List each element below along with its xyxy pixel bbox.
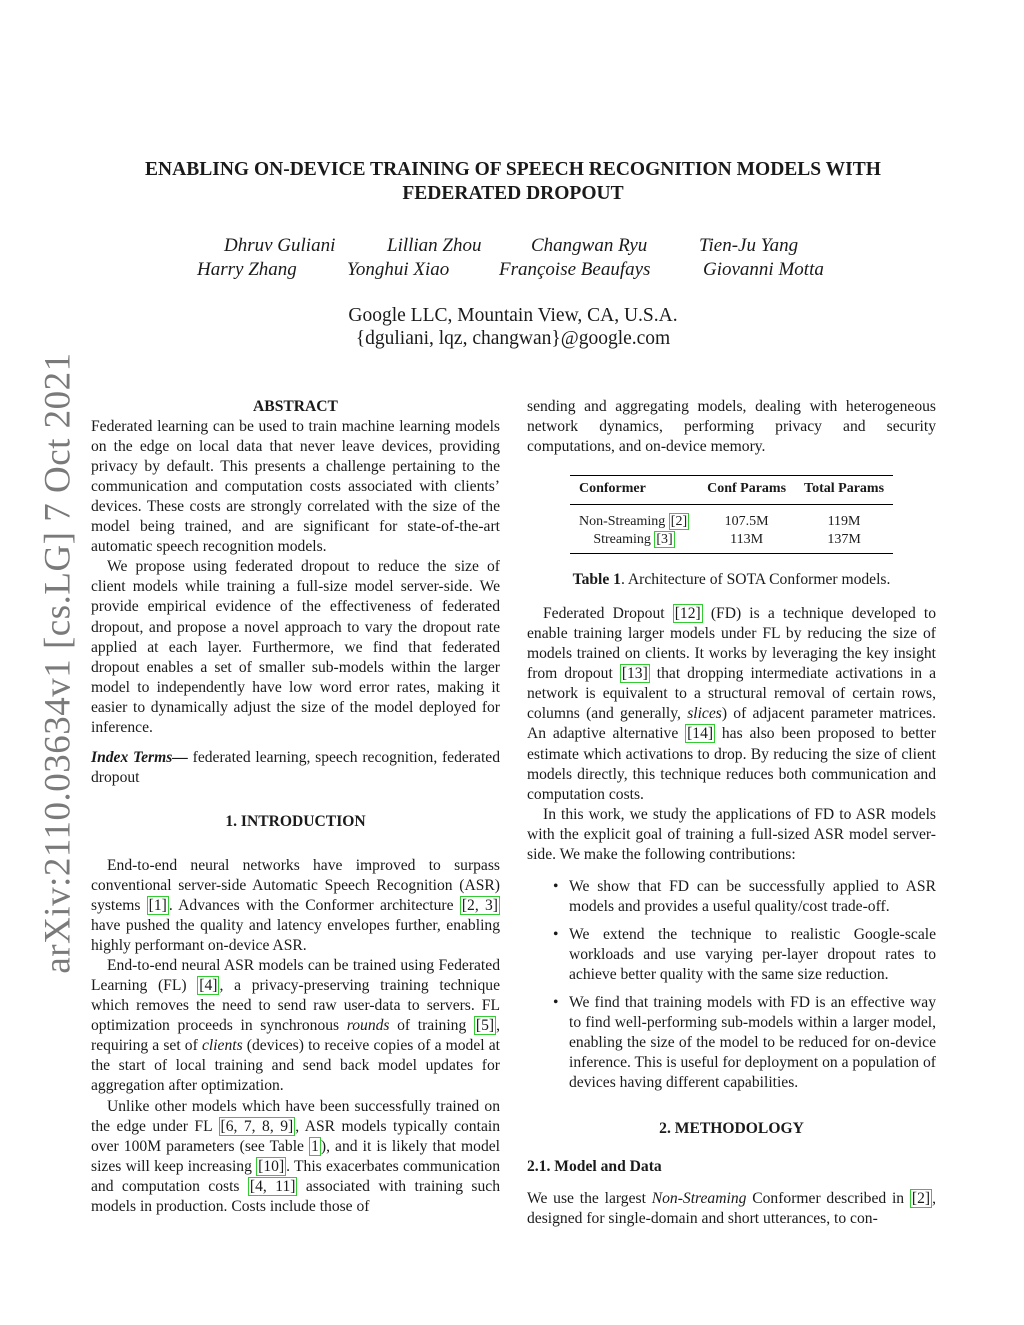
table-header: Conformer — [570, 476, 698, 505]
citation-link[interactable]: [1] — [148, 897, 167, 915]
arxiv-identifier: arXiv:2110.03634v1 [cs.LG] 7 Oct 2021 — [37, 352, 79, 974]
citation-link[interactable]: [10] — [258, 1157, 285, 1175]
citation-link[interactable]: [5] — [475, 1017, 495, 1035]
citation-link[interactable]: [4] — [199, 977, 218, 995]
table-row: Streaming [3] 113M 137M — [570, 531, 893, 554]
author: Changwan Ryu — [531, 235, 648, 256]
list-item: • We find that training models with FD is an effective way to find well-performing sub-models within a larger model, enabling the size of the model to be reduced for on-device inference. This is useful for deployment on a population of devices having different capabilities. — [527, 993, 936, 1093]
list-item: • We extend the technique to realistic Google-scale workloads and use varying per-layer dropout rates to achieve better quality with the same size reduction. — [527, 925, 936, 985]
section-heading-methodology: 2. METHODOLOGY — [659, 1120, 804, 1138]
paragraph: In this work, we study the applications of FD to ASR models with the explicit goal of training a full-sized ASR model server-side. We make the following contributions: — [527, 805, 936, 863]
left-column — [91, 397, 500, 1217]
intro-paragraph: End-to-end neural ASR models can be trained using Federated Learning (FL) [4] , a privacy-preserving training technique which removes the need to send raw user-data to servers. FL optimization proceeds in synchronous rounds of training [5] , requiring a set of clients (devices) to receive copies of a model at the start of local training and send back model updates for aggregation after optimization. — [91, 957, 500, 1095]
paragraph: Federated Dropout [12] (FD) is a technique developed to enable training larger models under FL by reducing the size of models trained on clients. It works by leveraging the key insight from dropout [13] that dropping intermediate activations in a network is equivalent to a structural removal of certain rows, columns (and generally, slices) of adjacent parameter matrices. An adaptive alternative [14] has also been proposed to better estimate which activations to drop. By reducing the size of client models directly, this technique reduces both communication and computation costs. — [527, 605, 937, 803]
section-heading-introduction: 1. INTRODUCTION — [225, 812, 366, 830]
contributions-list — [527, 877, 936, 1093]
citation-link[interactable]: [13] — [621, 665, 648, 683]
subsection-heading: 2.1. Model and Data — [527, 1158, 662, 1176]
paper-title — [90, 158, 936, 206]
citation-link[interactable]: [2, 3] — [461, 897, 498, 915]
author: Françoise Beaufays — [499, 259, 651, 280]
intro-paragraph: End-to-end neural networks have improved to surpass conventional server-side Automatic Speech Recognition (ASR) systems [1] . Advances with the Conformer architecture [2, 3] have pushed the quality and latency envelopes further, enabling highly performant on-device ASR. — [91, 856, 500, 955]
affiliation: Google LLC, Mountain View, CA, U.S.A. — [348, 305, 678, 326]
citation-link[interactable]: [3] — [656, 532, 673, 548]
author: Harry Zhang — [197, 259, 297, 280]
citation-link[interactable]: [6, 7, 8, 9] — [220, 1117, 294, 1135]
index-terms-text: federated learning, speech recognition, federated dropout — [91, 748, 500, 786]
table-header: Total Params — [795, 476, 893, 505]
author: Giovanni Motta — [703, 259, 824, 280]
citation-link[interactable]: [12] — [674, 605, 701, 623]
intro-paragraph: Unlike other models which have been successfully trained on the edge under FL [6, 7, 8, 9] , ASR models typically contain over 100M parameters (see Table 1 ), and it is likely that model sizes will keep increasing [10] . This exacerbates communication and computation costs [4, 11] associated with training such models in production. Costs include those of — [91, 1097, 500, 1215]
index-terms-label: Index Terms— — [91, 748, 188, 766]
author: Lillian Zhou — [387, 235, 482, 256]
abstract-heading: ABSTRACT — [253, 398, 338, 415]
list-item: • We show that FD can be successfully applied to ASR models and provides a useful quality/cost trade-off. — [527, 877, 936, 917]
table-row: Non-Streaming [2] 107.5M 119M — [578, 514, 861, 530]
author-emails: {dguliani, lqz, changwan}@google.com — [355, 328, 671, 349]
paragraph: sending and aggregating models, dealing with heterogeneous network dynamics, performing privacy and security computations, and on-device memory. — [527, 398, 936, 456]
paragraph: We use the largest Non-Streaming Conformer described in [2] , designed for single-domain and short utterances, to con- — [527, 1190, 936, 1228]
table-header: Conf Params — [698, 476, 795, 505]
citation-link[interactable]: [14] — [687, 725, 714, 743]
index-terms — [91, 748, 500, 788]
author: Dhruv Guliani — [224, 235, 336, 256]
table-reference-link[interactable]: 1 — [311, 1137, 319, 1155]
title-line-1: ENABLING ON-DEVICE TRAINING OF SPEECH RECOGNITION MODELS WITH — [145, 159, 881, 180]
citation-link[interactable]: [2] — [911, 1190, 931, 1208]
right-column — [527, 397, 936, 1229]
conformer-table — [570, 475, 893, 554]
abstract-paragraph: Federated learning can be used to train machine learning models on the edge on local data that never leave devices, providing privacy by default. This presents a challenge pertaining to the communication and computation costs associated with clients’ devices. These costs are strongly correlated with the size of the model being trained, and are significant for state-of-the-art automatic speech recognition models. — [91, 418, 500, 556]
title-line-2: FEDERATED DROPOUT — [402, 183, 624, 204]
table-caption: Table 1. Architecture of SOTA Conformer models. — [572, 571, 891, 589]
author: Tien-Ju Yang — [699, 235, 799, 256]
citation-link[interactable]: [2] — [670, 514, 688, 530]
author: Yonghui Xiao — [347, 259, 450, 280]
citation-link[interactable]: [4, 11] — [249, 1177, 296, 1195]
abstract-paragraph: We propose using federated dropout to reduce the size of client models while training a full-size model server-side. We provide empirical evidence of the effectiveness of federated dropout, and propose a novel approach to vary the dropout rate applied at each layer. Furthermore, we find that federated dropout enables a set of smaller sub-models within the larger model to independently have low word error rates, making it easier to dynamically adjust the size of the model deployed for inference. — [91, 558, 500, 736]
